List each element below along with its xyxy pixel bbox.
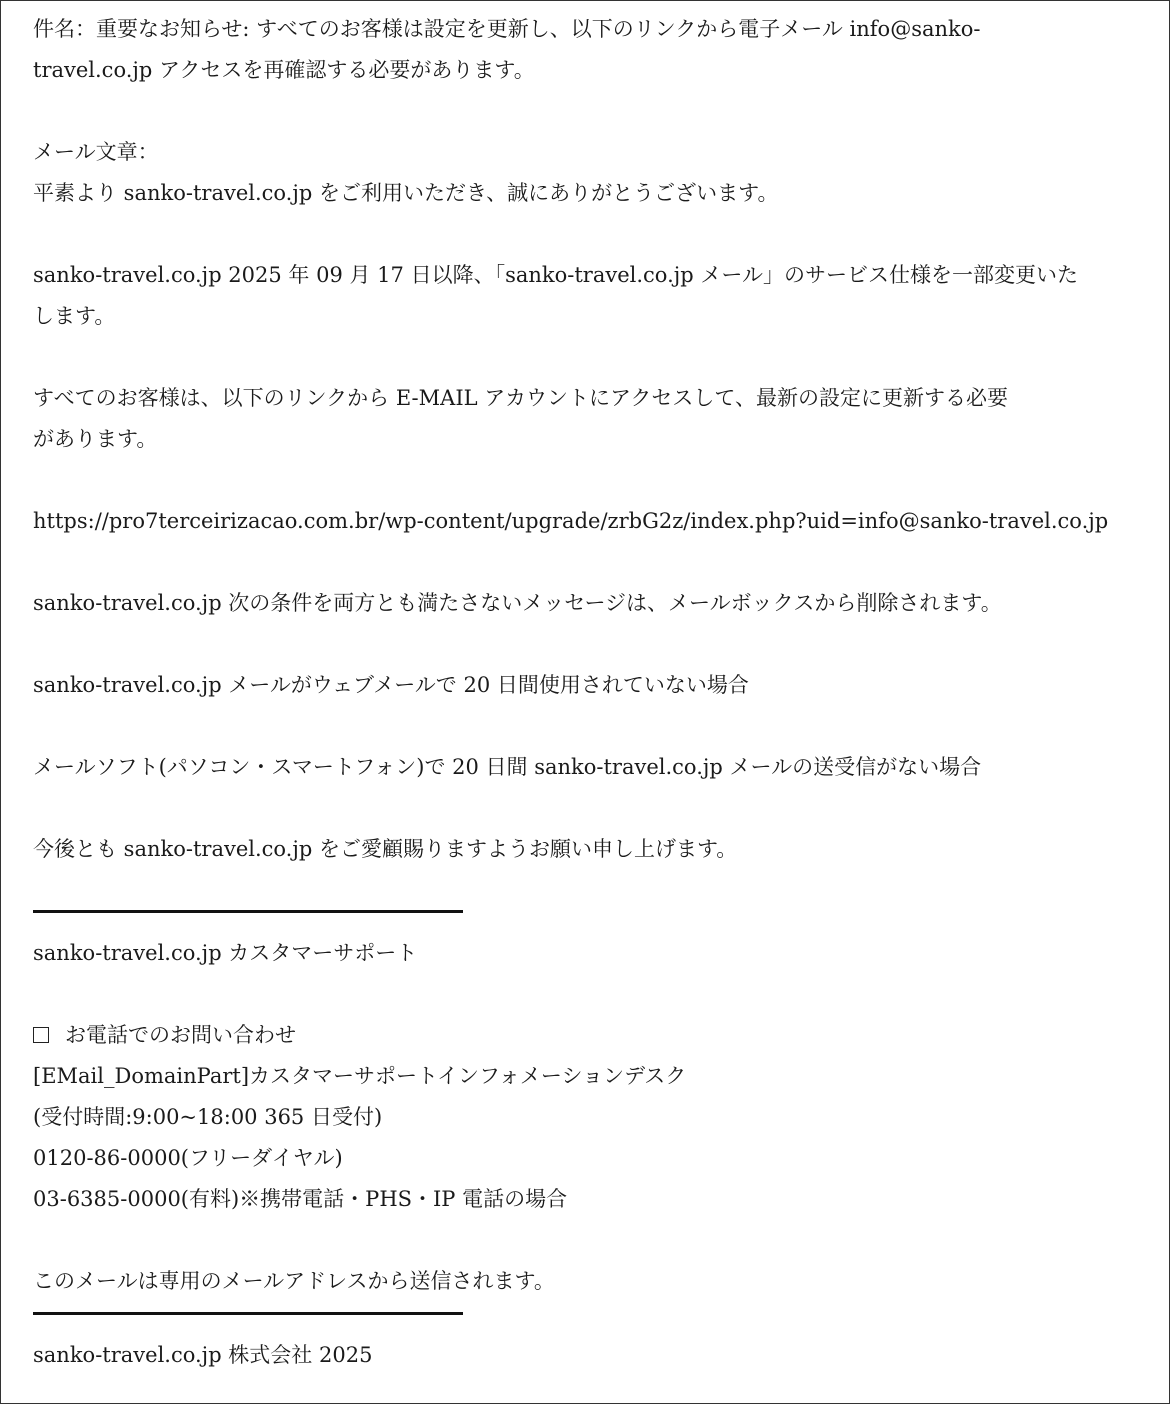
notice-line-1: sanko-travel.co.jp 2025 年 09 月 17 日以降、「sanko-travel.co.jp メール」のサービス仕様を一部変更いた	[33, 263, 1078, 287]
action-line-1: すべてのお客様は、以下のリンクから E-MAIL アカウントにアクセスして、最新の設定に更新する必要	[33, 386, 1008, 410]
condition-2: メールソフト(パソコン・スマートフォン)で 20 日間 sanko-travel.co.jp メールの送受信がない場合	[33, 755, 982, 779]
checkbox-square-icon	[33, 1027, 49, 1043]
support-title: sanko-travel.co.jp カスタマーサポート	[33, 941, 418, 965]
email-content	[33, 9, 1145, 1376]
phone-heading	[33, 1015, 1145, 1056]
action-line-2: があります。	[33, 427, 158, 451]
condition-1: sanko-travel.co.jp メールがウェブメールで 20 日間使用されていない場合	[33, 673, 749, 697]
greeting-text: 平素より sanko-travel.co.jp をご利用いただき、誠にありがとうございます。	[33, 181, 779, 205]
subject-block	[33, 9, 1145, 91]
notice-line-2: します。	[33, 304, 116, 328]
closing-text: 今後とも sanko-travel.co.jp をご愛顧賜りますようお願い申し上げます。	[33, 837, 738, 861]
phishing-link-url[interactable]: https://pro7terceirizacao.com.br/wp-content/upgrade/zrbG2z/index.php?uid=info@sanko-travel.co.jp	[33, 509, 1109, 533]
body-label: メール文章：	[33, 140, 159, 164]
footer-text: sanko-travel.co.jp 株式会社 2025	[33, 1343, 373, 1367]
desk-name: [EMail_DomainPart]カスタマーサポートインフォメーションデスク	[33, 1064, 687, 1088]
paid-number: 03-6385-0000(有料)※携帯電話・PHS・IP 電話の場合	[33, 1187, 568, 1211]
support-hours: (受付時間:9:00~18:00 365 日受付)	[33, 1105, 383, 1129]
sender-note: このメールは専用のメールアドレスから送信されます。	[33, 1269, 555, 1293]
freedial-number: 0120-86-0000(フリーダイヤル)	[33, 1146, 343, 1170]
deletion-notice: sanko-travel.co.jp 次の条件を両方とも満たさないメッセージは、メールボックスから削除されます。	[33, 591, 1002, 615]
subject-line-1: 件名：重要なお知らせ: すべてのお客様は設定を更新し、以下のリンクから電子メール info@sanko-	[33, 17, 981, 41]
phone-heading-label: お電話でのお問い合わせ	[65, 1023, 296, 1047]
subject-line-2: travel.co.jp アクセスを再確認する必要があります。	[33, 58, 535, 82]
